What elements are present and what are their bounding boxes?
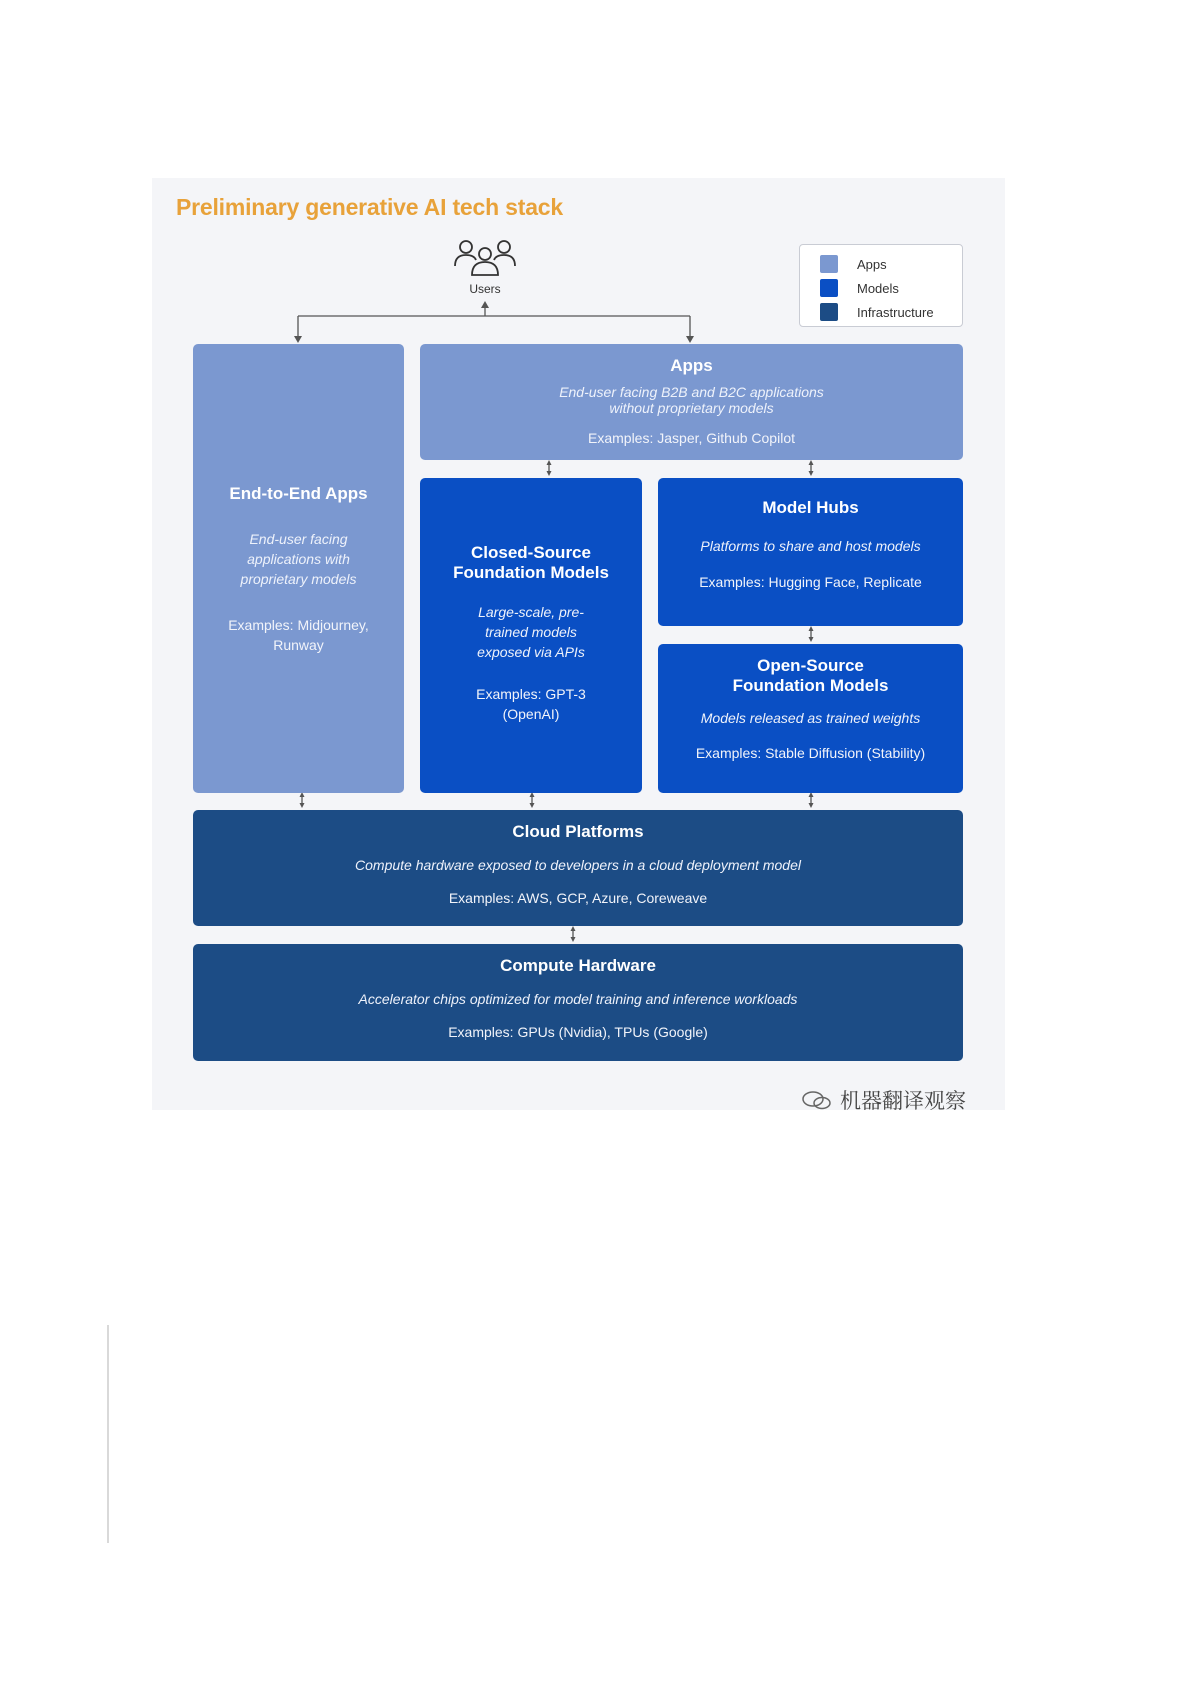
closed-source-models-examples [420, 684, 642, 724]
side-divider [107, 1325, 109, 1543]
title-line: Closed-Source [471, 543, 591, 562]
title-line: Foundation Models [732, 676, 889, 695]
compute-hardware-description: Accelerator chips optimized for model training and inference workloads [358, 991, 798, 1007]
desc-line: proprietary models [240, 571, 357, 587]
end-to-end-apps-description [193, 529, 404, 589]
apps-box [420, 344, 963, 460]
examples-line: Examples: GPT-3 [476, 686, 586, 702]
title-line: Open-Source [757, 656, 864, 675]
apps-examples: Examples: Jasper, Github Copilot [588, 430, 795, 446]
cloud-platforms-box [193, 810, 963, 926]
end-to-end-apps-title: End-to-End Apps [229, 484, 368, 503]
model-hubs-title: Model Hubs [762, 498, 859, 517]
closed-source-models-description [420, 602, 642, 662]
examples-line: Examples: Midjourney, [228, 617, 369, 633]
compute-hardware-title: Compute Hardware [500, 956, 656, 975]
desc-line: exposed via APIs [477, 644, 585, 660]
desc-line: applications with [247, 551, 350, 567]
model-hubs-examples: Examples: Hugging Face, Replicate [699, 574, 922, 590]
legend-label-apps: Apps [857, 256, 887, 272]
desc-line: without proprietary models [609, 400, 774, 416]
legend-label-models: Models [857, 280, 899, 296]
watermark-text: 机器翻译观察 [840, 1090, 966, 1113]
cloud-platforms-examples: Examples: AWS, GCP, Azure, Coreweave [448, 890, 708, 906]
desc-line: Large-scale, pre- [478, 604, 584, 620]
end-to-end-apps-box [193, 344, 404, 793]
cloud-platforms-description: Compute hardware exposed to developers in a cloud deployment model [355, 857, 801, 873]
closed-source-models-title [420, 543, 642, 583]
examples-line: (OpenAI) [502, 706, 560, 722]
compute-hardware-box [193, 944, 963, 1061]
title-line: Foundation Models [453, 563, 609, 582]
compute-hardware-examples: Examples: GPUs (Nvidia), TPUs (Google) [448, 1024, 708, 1040]
desc-line: End-user facing [249, 531, 348, 547]
wechat-icon [800, 1089, 834, 1111]
watermark [800, 1085, 966, 1115]
open-source-models-title [658, 656, 963, 696]
end-to-end-apps-examples [193, 615, 404, 655]
users-label: Users [469, 282, 501, 296]
apps-description [420, 384, 963, 416]
model-hubs-box [658, 478, 963, 626]
diagram-title: Preliminary generative AI tech stack [176, 194, 563, 220]
open-source-models-description: Models released as trained weights [700, 710, 921, 726]
cloud-platforms-title: Cloud Platforms [512, 822, 644, 841]
desc-line: End-user facing B2B and B2C applications [559, 384, 824, 400]
legend-label-infrastructure: Infrastructure [857, 304, 934, 320]
open-source-models-box [658, 644, 963, 793]
closed-source-models-box [420, 478, 642, 793]
open-source-models-examples: Examples: Stable Diffusion (Stability) [695, 745, 926, 761]
model-hubs-description: Platforms to share and host models [700, 538, 921, 554]
examples-line: Runway [273, 637, 324, 653]
desc-line: trained models [485, 624, 577, 640]
apps-title: Apps [670, 356, 713, 375]
